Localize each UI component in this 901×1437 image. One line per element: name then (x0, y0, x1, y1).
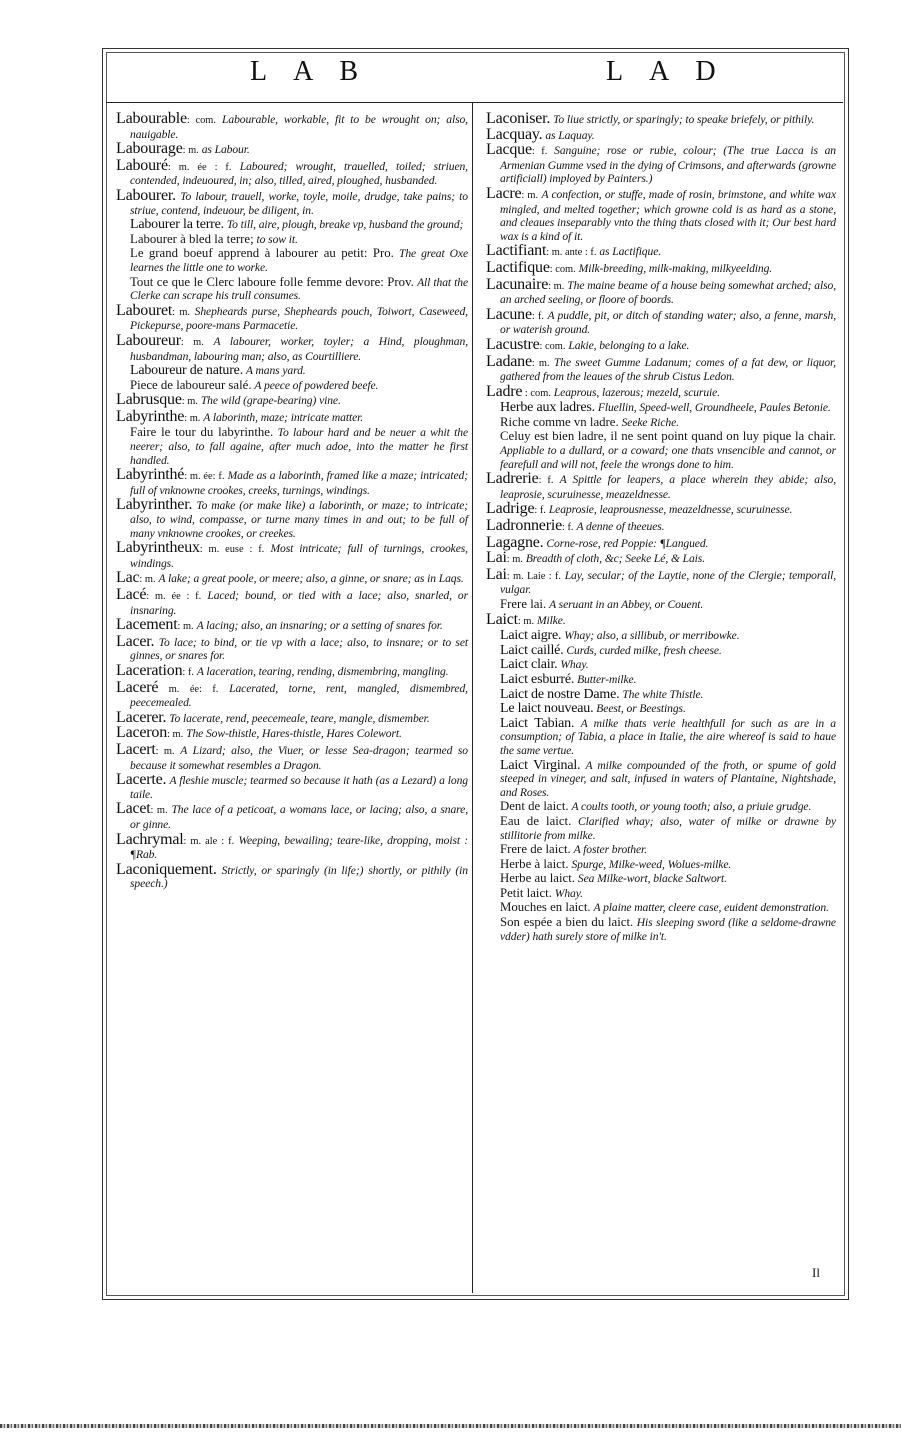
entry-grammar: : m. (180, 336, 204, 348)
entry-french-phrase: Dent de laict. (500, 799, 569, 814)
entry-definition: Corne-rose, red Poppie: ¶Langued. (546, 536, 709, 550)
entry-grammar: : m. (139, 574, 156, 586)
dictionary-entry (486, 800, 836, 814)
entry-headword: Lacustre (486, 335, 540, 353)
entry-headword: Laceron (116, 724, 168, 742)
entry-definition: Laboured; wrought, trauelled, toiled; striuen, contended, indeuoured, in; also, tilled, aired, ploughed, husbanded. (130, 159, 468, 188)
entry-grammar: : m. (548, 280, 565, 292)
dictionary-entry (486, 184, 836, 243)
entry-grammar: : f. (182, 666, 194, 678)
entry-definition: Milke. (536, 613, 566, 627)
entry-definition: Most intricate; full of turnings, crookes, windings. (130, 542, 468, 570)
entry-grammar: : m. (177, 621, 194, 633)
dictionary-entry (486, 688, 836, 702)
entry-headword: Ladre (486, 382, 523, 400)
entry-grammar: : m. (172, 306, 191, 318)
column-divider (472, 103, 473, 1293)
dictionary-entry (116, 498, 468, 540)
dictionary-entry (116, 156, 468, 188)
dictionary-entry (486, 275, 836, 307)
entry-headword: Lachrymal (116, 830, 184, 848)
entry-headword: Lacer. (116, 632, 155, 650)
entry-headword: Labyrintheux (116, 539, 200, 557)
dictionary-entry (486, 244, 836, 260)
entry-french-phrase: Mouches en laict. (500, 900, 591, 915)
dictionary-entry (116, 142, 468, 158)
entry-definition: A mans yard. (245, 364, 306, 378)
entry-definition: A milke thats verie healthfull for such as are in a consumption; of Tabia, a place in Italie, the aire whereof is said to haue the same vertue. (500, 716, 836, 757)
dictionary-entry (116, 618, 468, 634)
entry-definition: Lakie, belonging to a lake. (568, 338, 690, 352)
entry-french-phrase: Son espée a bien du laict. (500, 915, 634, 930)
entry-french-phrase: Frere lai. (500, 597, 547, 611)
dictionary-entry (486, 629, 836, 643)
entry-headword: Lacé (116, 586, 147, 603)
dictionary-entry (116, 407, 468, 426)
dictionary-entry (486, 565, 836, 597)
entry-headword: Laict clair. (500, 657, 558, 673)
dictionary-entry (486, 858, 836, 872)
entry-headword: Lacre (486, 184, 522, 202)
entry-grammar: : m. (521, 189, 539, 201)
dictionary-entry (116, 364, 468, 378)
entry-headword: Lacune (486, 305, 532, 323)
dictionary-entry (486, 305, 837, 337)
entry-french-phrase: Piece de laboureur salé. (130, 377, 252, 392)
entry-definition: Sanguine; rose or rubie, colour; (The true Lacca is an Armenian Gumme vsed in the dying of Crimsons, and afterwards (growne artificiall) imployed by Painters.) (500, 144, 836, 186)
entry-definition: Sea Milke-wort, blacke Saltwort. (577, 872, 727, 886)
entry-definition: To lace; to bind, or tie vp with a lace; also, to insnare; or to set ginnes, or snares for. (130, 635, 468, 663)
entry-grammar: : m. (182, 145, 199, 157)
entry-grammar: : m. (184, 412, 201, 424)
entry-grammar: : f. (538, 475, 554, 487)
entry-definition: To till, aire, plough, breake vp, husband the ground; (226, 218, 464, 232)
entry-grammar: : m. (155, 745, 175, 757)
dictionary-entry (116, 247, 468, 274)
dictionary-entry (116, 379, 468, 393)
entry-definition: A puddle, pit, or ditch of standing water; also, a fenne, marsh, or waterish ground. (500, 308, 837, 337)
entry-grammar: : f. (561, 522, 574, 534)
entry-definition: Weeping, bewailing; teare-like, dropping, moist : ¶Rab. (130, 833, 468, 862)
entry-definition: Whay. (554, 886, 583, 900)
dictionary-entry (116, 541, 468, 570)
entry-grammar: : com. (539, 340, 566, 352)
dictionary-entry (116, 112, 468, 141)
entry-headword: Laict (486, 610, 518, 628)
dictionary-entry (116, 426, 468, 467)
running-head-right: LAD (606, 56, 742, 87)
entry-definition: A lacing; also, an insnaring; or a setting of snares for. (196, 619, 443, 633)
entry-grammar: : com. (186, 115, 216, 126)
dictionary-entry (486, 112, 836, 127)
entry-headword: Lagagne. (486, 533, 544, 551)
entry-headword: Lacque (486, 141, 532, 159)
dictionary-entry (486, 125, 836, 143)
dictionary-entry (486, 872, 836, 886)
dictionary-entry (116, 186, 468, 217)
entry-definition: A laborinth, maze; intricate matter. (203, 410, 364, 424)
entry-french-phrase: Faire le tour du labyrinthe. (130, 425, 274, 440)
dictionary-entry (486, 658, 836, 672)
dictionary-entry (116, 678, 468, 710)
entry-definition: A confection, or stuffe, made of rosin, brimstone, and white wax mingled, and melted together; which growne cold is as hard as a stone, and cleaues inseparably vnto the thing thats closed with it; Our best hard wax is a kind of it. (500, 187, 836, 243)
entry-definition: A labourer, worker, toyler; a Hind, ploughman, husbandman, labouring man; also, as Courtilliere. (130, 334, 468, 363)
entry-definition: To make (or make like) a laborinth, or maze; to intricate; also, to wind, compasse, or turne many times in and out; to be full of many vnknowne crookes, or creekes. (130, 499, 468, 540)
entry-headword: Lacquay. (486, 125, 543, 143)
dictionary-entry (486, 843, 836, 857)
entry-french-phrase: Labourer à bled la terre; (130, 231, 254, 246)
scan-edge-strip (0, 1424, 901, 1428)
entry-headword: Laict Tabian. (500, 715, 575, 731)
entry-definition: The Sow-thistle, Hares-thistle, Hares Colewort. (186, 727, 402, 741)
entry-definition: as Lactifique. (599, 245, 662, 259)
entry-headword: Lactifique (486, 258, 550, 276)
entry-grammar: : f. (531, 146, 548, 158)
dictionary-entry (486, 644, 836, 658)
entry-definition: Strictly, or sparingly (in life;) shortly, or pithily (in speech.) (130, 863, 468, 891)
dictionary-entry (116, 773, 468, 801)
entry-grammar: : com. (522, 387, 551, 399)
entry-headword: Lacunaire (486, 275, 549, 293)
entry-definition: To liue strictly, or sparingly; to speake briefely, or pithily. (553, 113, 815, 126)
dictionary-entry (486, 815, 836, 842)
dictionary-entry (486, 352, 836, 384)
entry-headword: Lacert (116, 740, 156, 758)
entry-headword: Labourage (116, 140, 183, 158)
entry-french-phrase: Le grand boeuf apprend à labourer au petit: Pro. (130, 246, 394, 261)
entry-definition: Labourable, workable, fit to be wrought on; also, nauigable. (130, 113, 468, 141)
dictionary-entry (486, 759, 836, 800)
entry-definition: Breadth of cloth, &c; Seeke Lé, & Lais. (525, 552, 706, 566)
entry-headword: Lai (486, 549, 507, 567)
dictionary-entry (486, 551, 836, 567)
entry-headword: Le laict nouveau. (500, 701, 594, 717)
entry-headword: Laconiser. (486, 110, 551, 127)
dictionary-entry (486, 472, 836, 501)
dictionary-entry (486, 416, 836, 430)
entry-definition: A milke compounded of the froth, or spume of gold steeped in vineger, and salt, infused in waters of Plantaine, Nightshade, and Roses. (500, 758, 836, 799)
entry-definition: All that the Clerke can scrape his trull consumes. (130, 275, 468, 303)
entry-definition: as Labour. (201, 143, 250, 157)
dictionary-entry (116, 661, 468, 680)
entry-headword: Laceration (116, 661, 183, 679)
entry-grammar: : m. Laie : f. (506, 570, 562, 582)
dictionary-entry (486, 702, 836, 716)
entry-headword: Labyrinther. (116, 496, 193, 514)
entry-definition: Shepheards purse, Shepheards pouch, Toiwort, Caseweed, Pickepurse, poore-mans Parmacetie. (130, 304, 468, 333)
running-head-left: LAB (250, 56, 384, 87)
dictionary-entry (486, 717, 836, 758)
entry-headword: Ladrerie (486, 470, 539, 488)
dictionary-entry (116, 632, 468, 663)
entry-definition: Milk-breeding, milk-making, milkyeelding. (578, 261, 773, 275)
entry-headword: Lacement (116, 616, 178, 634)
entry-headword: Labouré (116, 156, 168, 174)
entry-headword: Lacet (116, 800, 151, 818)
entry-definition: A foster brother. (573, 843, 647, 857)
entry-definition: Butter-milke. (577, 672, 637, 686)
entry-headword: Labyrinthe (116, 407, 185, 425)
entry-definition: A coults tooth, or young tooth; also, a priuie grudge. (571, 800, 812, 814)
entry-definition: Whay; also, a sillibub, or merribowke. (564, 629, 740, 643)
entry-grammar: : m. (531, 357, 550, 369)
entry-grammar: : m. (506, 554, 523, 566)
entry-grammar: : m. (181, 396, 198, 408)
entry-grammar: : m. euse : f. (199, 544, 265, 556)
entry-headword: Labourer la terre. (130, 217, 224, 233)
entry-definition: To lacerate, rend, peecemeale, teare, mangle, dismember. (169, 711, 430, 725)
entry-headword: Lai (486, 565, 507, 583)
entry-headword: Ladrige (486, 500, 535, 518)
entry-french-phrase: Riche comme vn ladre. (500, 414, 619, 429)
dictionary-entry (116, 708, 468, 726)
entry-headword: Ladronnerie (486, 517, 562, 535)
dictionary-entry (116, 301, 468, 333)
entry-definition: The maine beame of a house being somewhat arched; also, an arched seeling, or floore of boords. (500, 278, 836, 307)
entry-definition: Spurge, Milke-weed, Wolues-milke. (571, 857, 732, 871)
entry-french-phrase: Eau de laict. (500, 813, 572, 828)
entry-definition: Beest, or Beestings. (596, 702, 686, 716)
entry-french-phrase: Petit laict. (500, 885, 552, 900)
entry-definition: Seeke Riche. (621, 415, 679, 429)
dictionary-entry (116, 468, 468, 497)
dictionary-entry (116, 740, 468, 772)
entry-grammar: : m. ale : f. (183, 835, 235, 847)
dictionary-entry (116, 393, 468, 409)
entry-definition: Lacerated, torne, rent, mangled, dismembred, peecemealed. (130, 681, 468, 710)
dictionary-entry (486, 887, 836, 901)
entry-definition: to sow it. (256, 232, 298, 246)
entry-definition: as Laquay. (545, 128, 595, 142)
entry-headword: Lacerer. (116, 708, 167, 726)
left-column (116, 112, 468, 892)
entry-definition: Appliable to a dullard, or a coward; one thats vnsencible and cannot, or fearefull and will not, feele the wrongs done to him. (500, 444, 836, 471)
entry-headword: Laboureur (116, 331, 181, 349)
entry-definition: The great Oxe learnes the little one to worke. (130, 247, 468, 274)
dictionary-entry (486, 673, 836, 687)
dictionary-entry (486, 382, 836, 401)
entry-grammar: : com. (549, 263, 576, 275)
dictionary-entry (486, 430, 836, 471)
dictionary-entry (486, 519, 836, 535)
dictionary-entry (486, 901, 836, 915)
entry-french-phrase: Tout ce que le Clerc laboure folle femme devore: Prov. (130, 274, 414, 289)
entry-headword: Labrusque (116, 391, 182, 409)
dictionary-entry (486, 533, 836, 551)
entry-definition: The sweet Gumme Ladanum; comes of a fat dew, or liquor, gathered from the leaues of the shrub Cistus Ledon. (500, 355, 836, 384)
dictionary-entry (486, 143, 836, 186)
entry-grammar: m. ée: f. (158, 683, 219, 695)
entry-french-phrase: Frere de laict. (500, 842, 571, 857)
dictionary-entry (116, 860, 468, 891)
dictionary-entry (486, 335, 836, 354)
entry-headword: Laict esburré. (500, 671, 575, 687)
dictionary-entry (486, 401, 836, 415)
entry-headword: Labyrinthé (116, 466, 185, 484)
entry-grammar: : m. ée : f. (167, 161, 232, 173)
entry-headword: Herbe aux ladres. (500, 400, 595, 416)
entry-headword: Laict de nostre Dame. (500, 686, 620, 702)
entry-french-phrase: Celuy est bien ladre, il ne sent point quand on luy pique la chair. (500, 429, 836, 444)
entry-definition: A fleshie muscle; tearmed so because it hath (as a Lezard) a long taile. (130, 774, 469, 801)
entry-definition: Fluellin, Speed-well, Groundheele, Paules Betonie. (597, 401, 831, 415)
entry-grammar: : m. (150, 805, 168, 817)
entry-definition: A Spittle for leapers, a place wherein they abide; also, leaprosie, scuruinesse, meazeldnesse. (500, 473, 836, 501)
dictionary-entry (116, 802, 468, 831)
entry-definition: Curds, curded milke, fresh cheese. (566, 643, 722, 657)
header-rule (106, 102, 843, 103)
entry-definition: To labour hard and be neuer a whit the neerer; also, to fall againe, after much adoe, into the matter he first handled. (130, 426, 468, 467)
dictionary-entry (116, 571, 468, 587)
dictionary-entry (116, 331, 468, 363)
entry-french-phrase: Herbe à laict. (500, 856, 569, 871)
entry-headword: Laboureur de nature. (130, 363, 243, 379)
entry-grammar: : f. (531, 310, 544, 322)
entry-headword: Lacerte. (116, 771, 167, 789)
entry-definition: A denne of theeues. (576, 520, 665, 534)
dictionary-entry (116, 276, 468, 303)
entry-headword: Laceré (116, 678, 159, 696)
dictionary-entry (116, 218, 468, 232)
entry-definition: The white Thistle. (622, 687, 704, 701)
entry-grammar: : m. (167, 729, 184, 741)
entry-headword: Laict aigre. (500, 628, 562, 644)
entry-definition: Laced; bound, or tied with a lace; also, snarled, or insnaring. (130, 589, 468, 617)
entry-definition: The lace of a peticoat, a womans lace, or lacing; also, a snare, or ginne. (130, 803, 469, 831)
entry-definition: The wild (grape-bearing) vine. (200, 394, 341, 408)
dictionary-entry (116, 233, 468, 247)
entry-headword: Lactifiant (486, 242, 547, 260)
dictionary-entry (486, 916, 836, 943)
entry-french-phrase: Herbe au laict. (500, 871, 575, 886)
entry-definition: A laceration, tearing, rending, dismembring, mangling. (196, 664, 449, 678)
entry-definition: A lake; a great poole, or meere; also, a ginne, or snare; as in Laqs. (158, 572, 464, 586)
signature-mark: Il (812, 1265, 820, 1280)
dictionary-entry (486, 502, 836, 518)
entry-definition: Whay. (560, 658, 589, 672)
dictionary-entry (116, 830, 468, 862)
entry-headword: Ladane (486, 352, 532, 370)
entry-definition: A peece of powdered beefe. (254, 378, 379, 392)
dictionary-entry (486, 258, 836, 277)
entry-grammar: : f. (534, 505, 546, 517)
entry-grammar: : m. (517, 615, 535, 627)
entry-headword: Laict Virginal. (500, 757, 581, 773)
entry-definition: A Lizard; also, the Viuer, or lesse Sea-dragon; tearmed so because it somewhat resembles a Dragon. (130, 743, 468, 772)
entry-definition: A plaine matter, cleere case, euident demonstration. (593, 901, 829, 915)
dictionary-entry (486, 610, 836, 629)
entry-definition: Leaprous, lazerous; mezeld, scuruie. (553, 385, 721, 399)
right-column (486, 112, 836, 944)
entry-headword: Labourer. (116, 186, 176, 204)
entry-definition: Leaprosie, leaprousnesse, meazeldnesse, scuruinesse. (548, 503, 793, 517)
entry-definition: A seruant in an Abbey, or Couent. (549, 598, 704, 611)
entry-headword: Laict caillé. (500, 642, 564, 658)
entry-grammar: : m. ante : f. (546, 247, 597, 259)
entry-grammar: : m. ée: f. (184, 471, 225, 483)
dictionary-entry (116, 588, 468, 617)
entry-headword: Laconiquement. (116, 860, 217, 878)
entry-definition: Made as a laborinth, framed like a maze; intricated; full of vnknowne crookes, creeks, turnings, windings. (130, 469, 468, 497)
entry-definition: Clarified whay; also, water of milke or drawne by stillitorie from milke. (500, 814, 837, 842)
entry-headword: Lac (116, 569, 140, 587)
entry-definition: Lay, secular; of the Laytie, none of the Clergie; temporall, vulgar. (500, 568, 836, 597)
entry-headword: Labouret (116, 301, 173, 319)
dictionary-entry (116, 726, 468, 742)
entry-definition: To labour, trauell, worke, toyle, moile, drudge, take pains; to striue, contend, indeuour, be diligent, in. (130, 189, 468, 217)
entry-headword: Labourable (116, 110, 187, 127)
entry-grammar: : m. ée : f. (146, 591, 202, 602)
entry-definition: His sleeping sword (like a seldome-drawne vdder) hath surely store of milke in't. (500, 916, 836, 943)
dictionary-entry (486, 598, 836, 612)
